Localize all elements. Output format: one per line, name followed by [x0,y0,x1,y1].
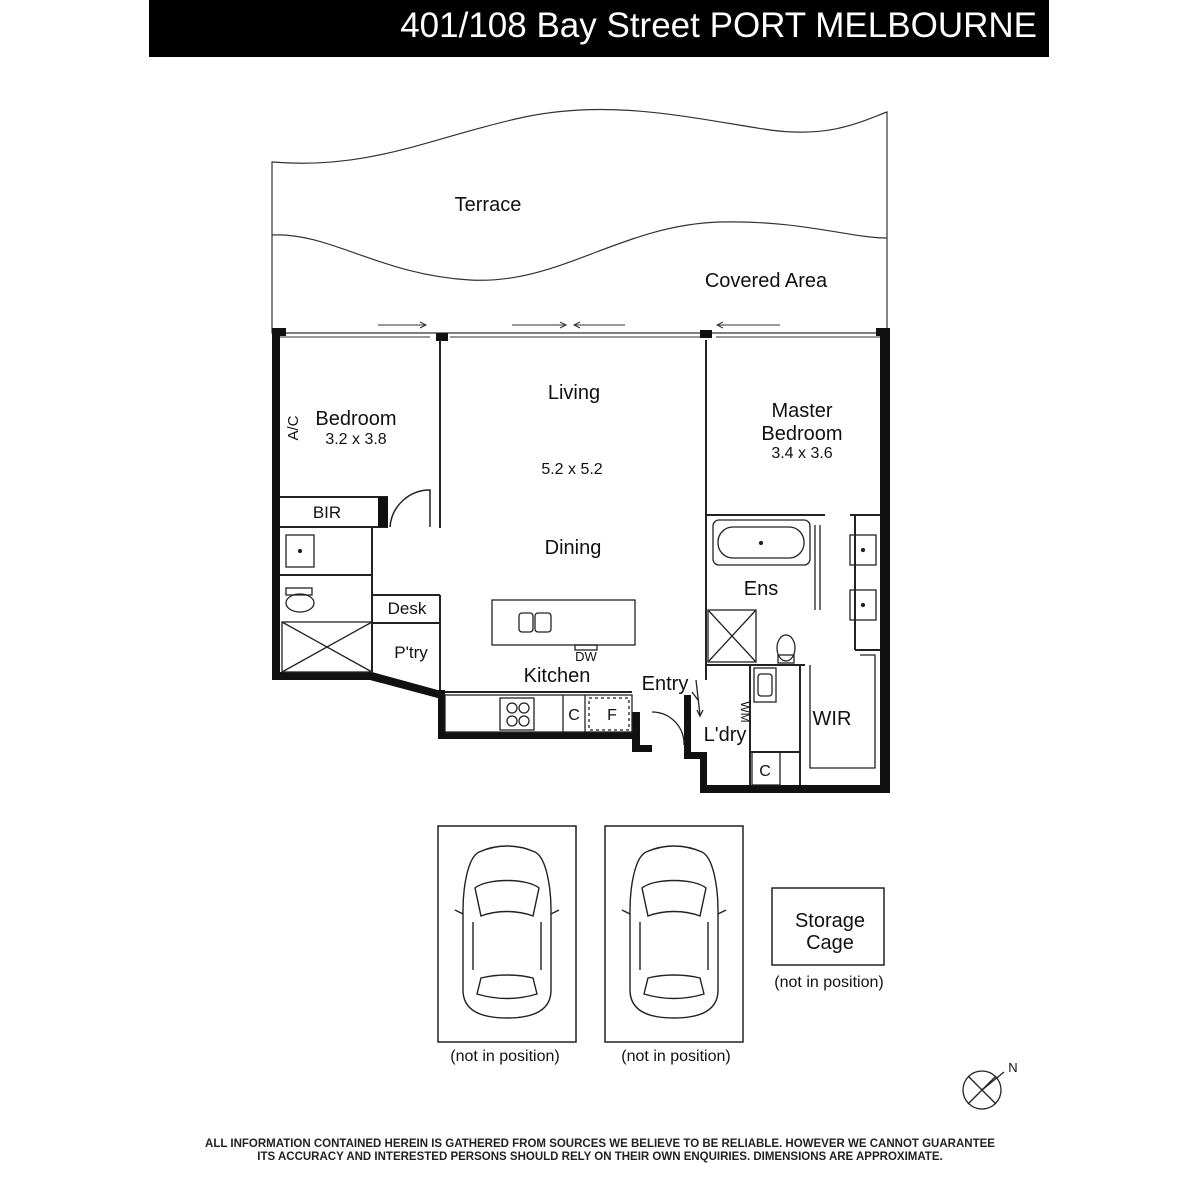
dw-label: DW [575,649,597,664]
disclaimer [150,1138,1050,1164]
kitchen-label: Kitchen [523,665,591,687]
kitchen-island [492,600,635,650]
master-bedroom-label-2: Bedroom [761,423,843,445]
wm-label: WM [738,701,752,723]
parking-2-note: (not in position) [621,1048,731,1065]
pantry-label: P'try [394,643,428,662]
disclaimer-line-1: ALL INFORMATION CONTAINED HEREIN IS GATHERED FROM SOURCES WE BELIEVE TO BE RELIABLE. HOWEVER WE CANNOT GUARANTEE [205,1138,995,1150]
storage-label-1: Storage [794,910,866,932]
terrace-sliding-doors [280,322,880,337]
fridge-label: F [607,707,617,724]
storage-note: (not in position) [774,974,884,991]
ens-label: Ens [743,578,779,600]
entry-label: Entry [641,673,689,695]
living-size: 5.2 x 5.2 [541,461,603,478]
ensuite-fixtures [708,520,876,663]
parking-space-2 [605,826,743,1042]
storage-label-2: Cage [806,932,854,954]
wir-label: WIR [812,708,852,730]
compass-icon [963,1071,1004,1109]
ac-label: A/C [285,415,302,441]
bir-label: BIR [312,503,342,522]
bedroom-size: 3.2 x 3.8 [325,431,387,448]
compass-north-label: N [1008,1060,1018,1075]
page-title: 401/108 Bay Street PORT MELBOURNE [400,6,1037,45]
parking-1-note: (not in position) [450,1048,560,1065]
master-bedroom-size: 3.4 x 3.6 [771,445,833,462]
car-icon [622,846,726,1018]
terrace-label: Terrace [454,194,522,216]
parking-space-1 [438,826,576,1042]
desk-label: Desk [387,599,427,618]
disclaimer-line-2: ITS ACCURACY AND INTERESTED PERSONS SHOULD RELY ON THEIR OWN ENQUIRIES. DIMENSIONS ARE APPROXIMATE. [257,1151,943,1163]
angled-wall [370,672,445,700]
bedroom-door-swing [390,490,430,527]
laundry-label: L'dry [703,724,747,746]
kitchen-bench [445,695,632,732]
laundry-cupboard-label: C [759,763,771,780]
terrace-outline [272,110,887,333]
dining-label: Dining [544,537,602,559]
master-bedroom-label-1: Master [771,400,833,422]
cupboard-label: C [568,707,580,724]
bir-door-block [378,497,388,527]
bathroom-left-fixtures [282,535,372,672]
living-label: Living [547,382,601,404]
covered-area-label: Covered Area [704,270,828,292]
bedroom-label: Bedroom [315,408,397,430]
car-icon [455,846,559,1018]
